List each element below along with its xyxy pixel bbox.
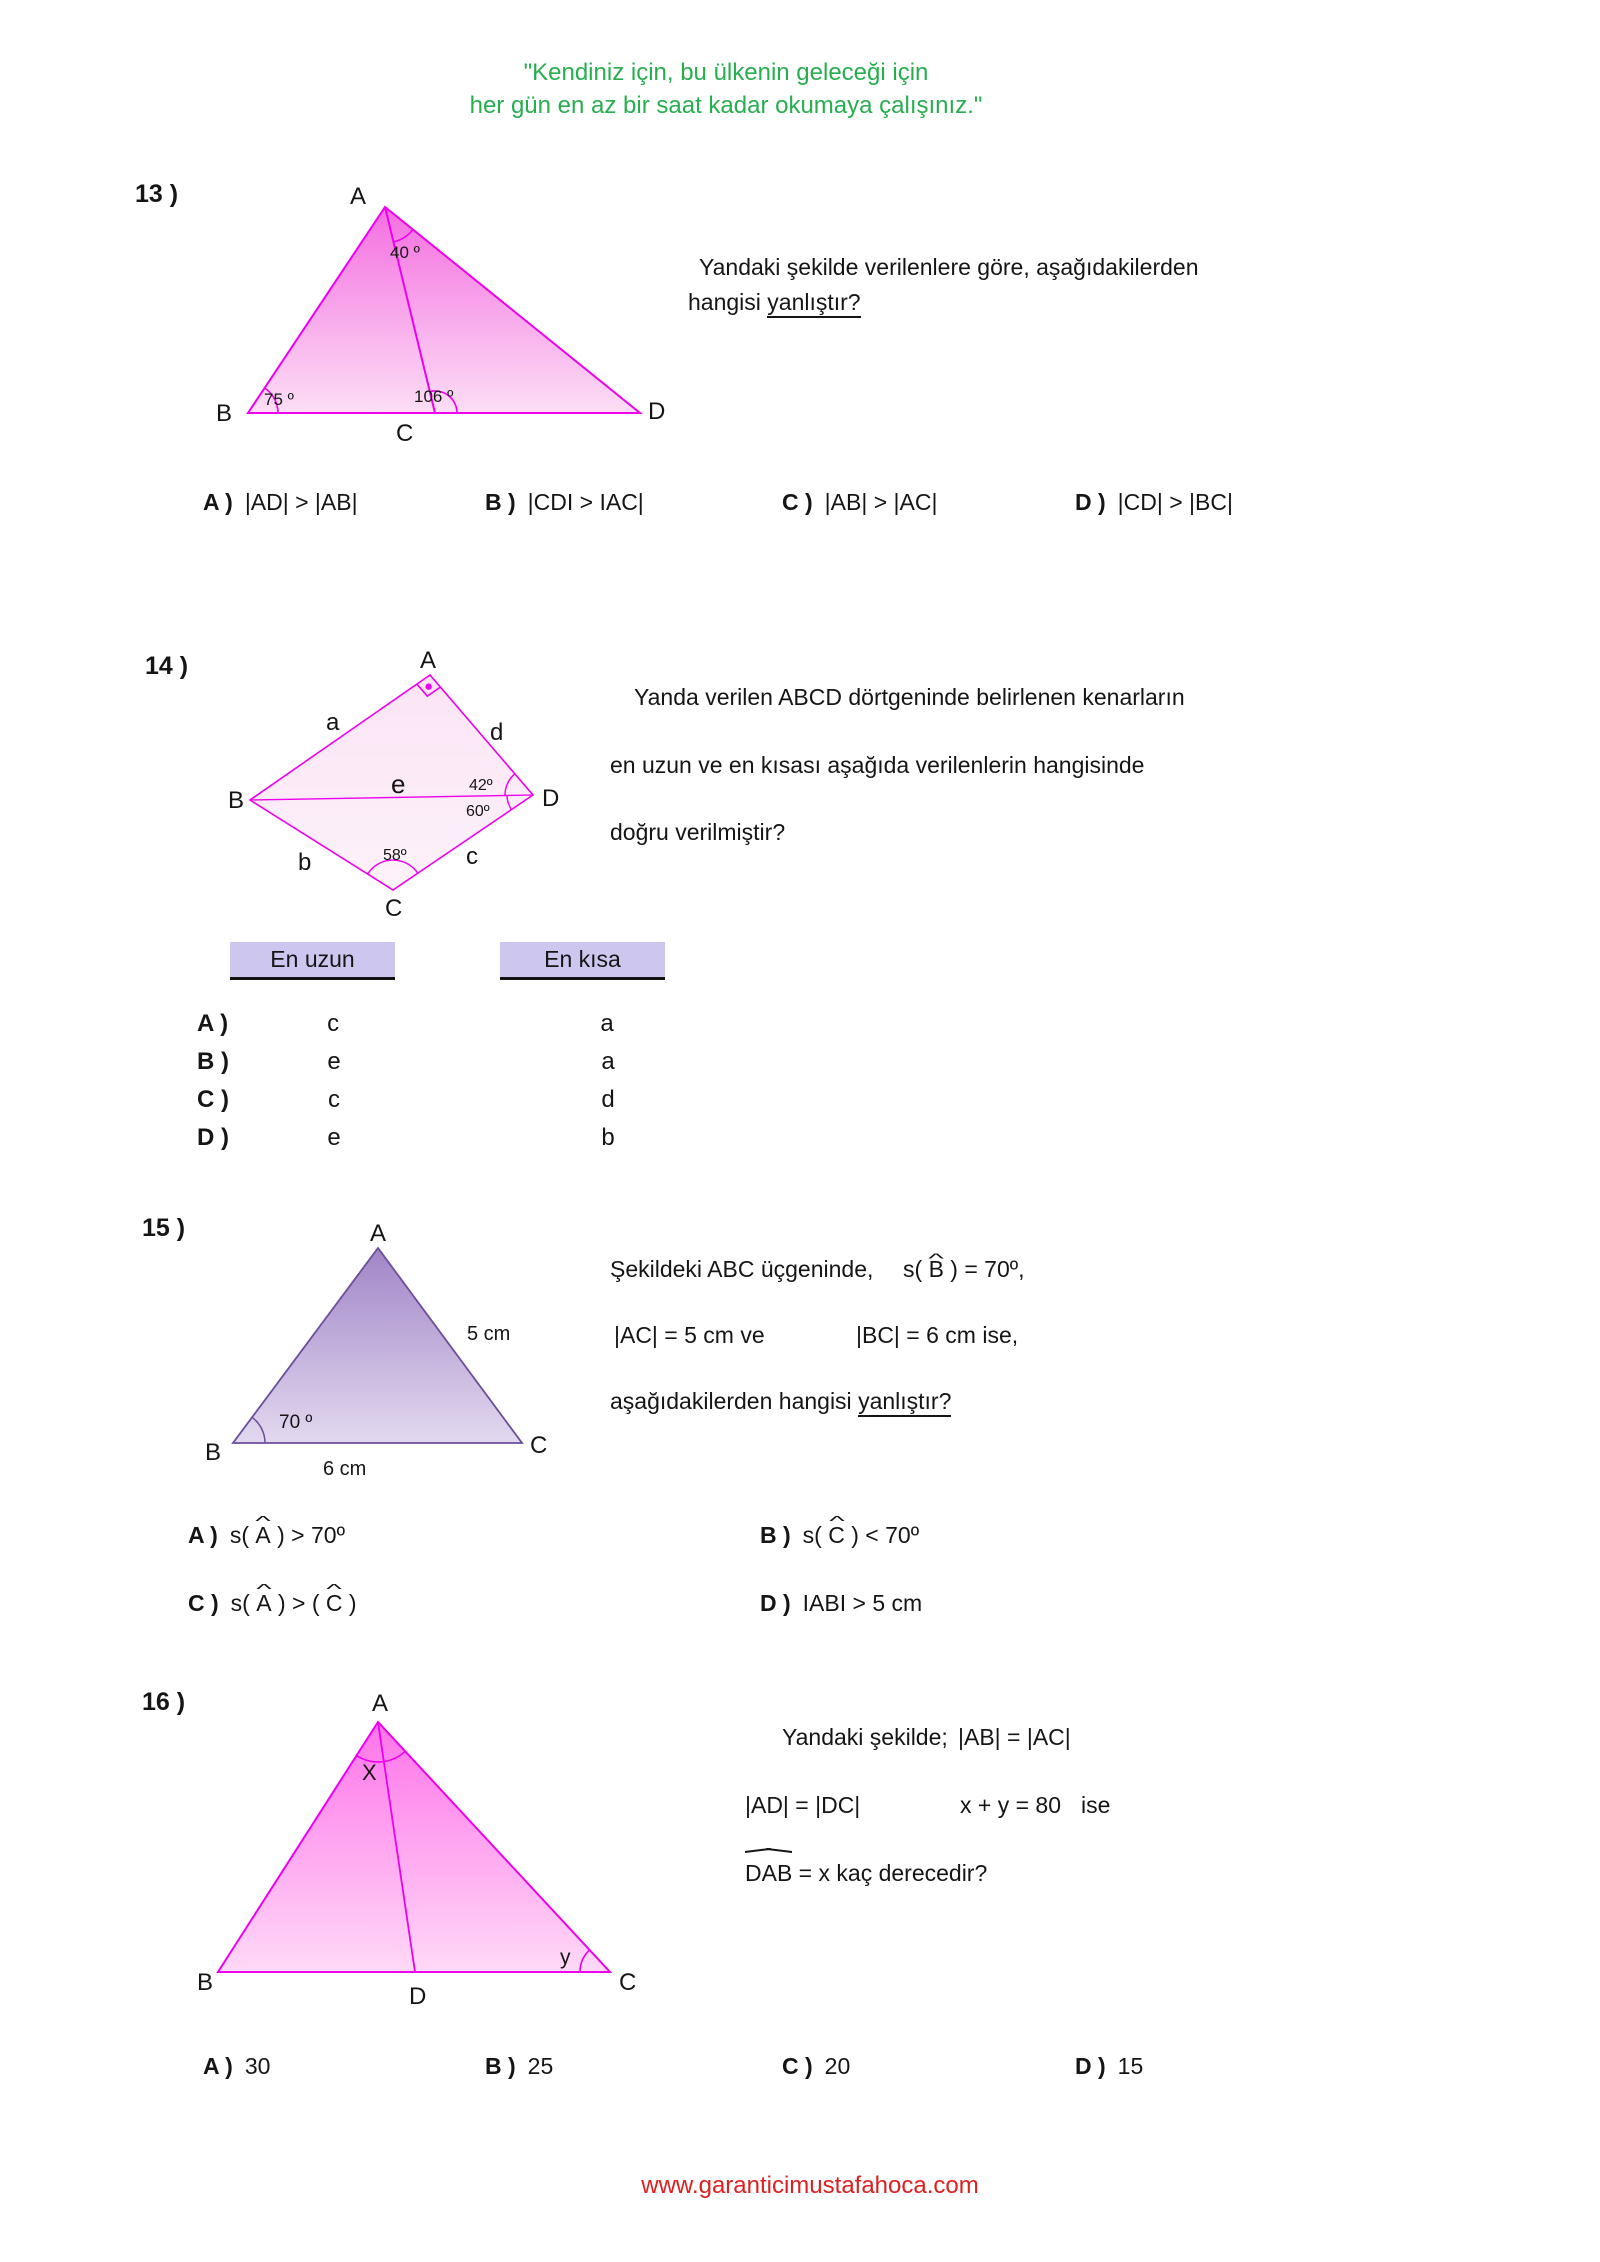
q15-text-1: Şekildeki ABC üçgeninde, [610,1256,874,1282]
q15-option-c-post: ) [342,1590,357,1616]
q15-triangle [233,1248,522,1443]
q13-option-a-label: A ) [203,489,233,515]
q14-col-enuzun: En uzun [230,942,395,980]
q13-prompt-line2 [688,285,1318,320]
q14-angle-42: 42º [469,777,493,794]
q13-option-d-text: |CD| > |BC| [1117,489,1233,515]
q16-option-d [1075,2053,1143,2080]
q16-option-d-text: 15 [1117,2053,1144,2079]
q16-option-b [485,2053,553,2080]
q13-option-c-text: |AB| > |AC| [824,489,938,515]
q15-text-5-pre: aşağıdakilerden hangisi [610,1388,859,1414]
q16-text-1: Yandaki şekilde; [782,1724,948,1750]
q13-option-b-label: B ) [485,489,516,515]
q16-option-b-label: B ) [485,2053,516,2079]
q15-option-a-post: ) > 70º [270,1522,345,1548]
q13-option-b [485,489,644,516]
q13-vertex-d: D [648,398,666,425]
q15-option-c [188,1590,357,1617]
q14-figure [220,640,580,932]
q14-row-c-label: C ) [197,1086,229,1113]
header-quote [276,56,1176,122]
q13-option-c [782,489,937,516]
q14-vertex-b: B [228,787,245,814]
q15-option-b-label: B ) [760,1522,791,1548]
q13-prompt-line2-pre: hangisi [688,289,768,315]
q15-text-5 [610,1384,951,1419]
q15-side-ac: 5 cm [467,1323,511,1345]
q13-vertex-c: C [396,420,414,447]
q14-number: 14 ) [145,652,189,680]
q16-option-c-label: C ) [782,2053,813,2079]
q15-option-d-label: D ) [760,1590,791,1616]
q13-angle-106: 106 º [414,387,454,406]
q16-number: 16 ) [142,1688,186,1716]
q14-row-c-kisa: d [601,1086,615,1113]
q15-vertex-c: C [530,1432,548,1459]
q15-figure [195,1213,575,1490]
q13-vertex-b: B [216,400,233,427]
q14-row-d [197,1124,625,1152]
q15-option-d [760,1590,922,1617]
q14-row-b [197,1048,625,1076]
q14-row-a [197,1010,624,1038]
q16-vertex-d: D [409,1983,427,2010]
q15-option-a [188,1522,345,1549]
q16-text-5-dab-hat: DAB [745,1856,792,1891]
q14-row-a-uzun: c [327,1010,340,1037]
q14-col-enkisa: En kısa [500,942,665,980]
q14-vertex-a: A [420,647,437,674]
q15-option-c-pre: s( [230,1590,257,1616]
q14-row-d-label: D ) [197,1124,229,1151]
q15-text-2-pre: s( [903,1256,929,1282]
q15-text-2-post: ) = 70º, [943,1256,1025,1282]
q15-option-c-mid: ) > ( [271,1590,326,1616]
q14-row-c-uzun: c [328,1086,340,1113]
q15-option-a-text [230,1522,345,1548]
q15-option-c-label: C ) [188,1590,219,1616]
q15-text-5-underlined: yanlıştır? [858,1388,951,1417]
q16-option-a-text: 30 [244,2053,271,2079]
q15-option-a-pre: s( [229,1522,256,1548]
q16-text-2: |AB| = |AC| [958,1724,1071,1750]
q16-figure [185,1678,665,2018]
q13-option-b-text: |CDI > IAC| [527,489,644,515]
footer-url[interactable]: www.garanticimustafahoca.com [641,2172,979,2199]
q16-text-5-post: = x kaç derecedir? [792,1860,988,1886]
q14-side-b: b [298,849,312,876]
q16-angle-y: y [560,1946,571,1969]
q13-option-d-label: D ) [1075,489,1106,515]
q14-prompt-line3: doğru verilmiştir? [610,819,786,845]
q13-option-a-text: |AD| > |AB| [244,489,358,515]
q13-triangle [248,207,640,413]
q16-option-b-text: 25 [527,2053,554,2079]
q15-option-b [760,1522,919,1549]
q16-option-c [782,2053,850,2080]
q14-diagonal-e: e [391,769,406,799]
q14-row-c [197,1086,625,1114]
q15-option-b-post: ) < 70º [844,1522,920,1548]
q14-row-a-label: A ) [197,1010,229,1037]
q15-number: 15 ) [142,1214,186,1242]
q15-option-a-hat: ^ A [255,1522,270,1549]
q14-prompt-line2: en uzun ve en kısası aşağıda verilenlerin hangisinde [610,752,1145,778]
q16-angle-x: X [362,1760,377,1785]
q14-right-angle-dot [425,683,431,689]
q14-side-d: d [490,719,504,746]
q16-vertex-a: A [372,1690,389,1717]
q14-row-a-kisa: a [600,1010,614,1037]
header-quote-line1: "Kendiniz için, bu ülkenin geleceği için [523,59,929,86]
q14-row-b-kisa: a [601,1048,615,1075]
q14-vertex-c: C [385,895,403,922]
q15-text-2-hat-b: ^ B [929,1252,944,1287]
q16-option-a-label: A ) [203,2053,233,2079]
q16-vertex-b: B [197,1969,214,1996]
q15-option-d-text: IABI > 5 cm [802,1590,923,1616]
q15-option-c-hat2: ^ C [326,1590,343,1617]
q13-prompt-underlined: yanlıştır? [767,289,860,318]
q13-prompt-line1: Yandaki şekilde verilenlere göre, aşağıdakilerden [699,254,1199,280]
q15-text-4: |BC| = 6 cm ise, [856,1322,1019,1348]
q15-vertex-a: A [370,1220,387,1247]
q16-text-3: |AD| = |DC| [745,1792,861,1818]
q13-option-a [203,489,358,516]
q13-number: 13 ) [135,180,179,208]
q13-prompt [688,250,1318,320]
q13-angle-75: 75 º [264,390,294,409]
q16-option-a [203,2053,270,2080]
header-quote-line2: her gün en az bir saat kadar okumaya çalışınız." [469,92,983,119]
q15-option-c-hat1: ^ A [256,1590,271,1617]
q13-vertex-a: A [350,183,367,210]
q15-angle-70: 70 º [279,1412,313,1433]
q16-text-5 [745,1856,987,1891]
q16-triangle [218,1722,610,1972]
q16-option-c-text: 20 [824,2053,851,2079]
q14-side-c: c [466,843,478,870]
q15-text-3: |AC| = 5 cm ve [614,1322,765,1348]
q16-text-4-equation: x + y = 80 [960,1792,1062,1818]
q14-row-d-kisa: b [601,1124,615,1151]
q13-option-d [1075,489,1233,516]
q14-row-b-label: B ) [197,1048,229,1075]
q15-option-b-pre: s( [802,1522,829,1548]
q16-text-4-ise: ise [1081,1792,1111,1818]
q14-prompt-line1: Yanda verilen ABCD dörtgeninde belirlenen kenarların [634,684,1185,710]
q15-text-2 [903,1252,1025,1287]
q13-angle-40: 40 º [390,243,420,262]
q15-option-b-text [803,1522,919,1548]
q14-angle-60: 60º [466,803,490,820]
q16-vertex-c: C [619,1969,637,1996]
q14-row-b-uzun: e [327,1048,341,1075]
q15-side-bc: 6 cm [323,1458,367,1480]
q15-option-a-label: A ) [188,1522,218,1548]
q13-figure [200,178,670,450]
q13-option-c-label: C ) [782,489,813,515]
q15-option-c-text [231,1590,357,1616]
q16-option-d-label: D ) [1075,2053,1106,2079]
q14-vertex-d: D [542,785,560,812]
q15-option-b-hat: ^ C [828,1522,845,1549]
q15-vertex-b: B [205,1439,222,1466]
q14-angle-58: 58º [383,847,407,864]
q14-side-a: a [326,709,340,736]
q16-text-4 [960,1788,1110,1823]
q14-row-d-uzun: e [327,1124,341,1151]
